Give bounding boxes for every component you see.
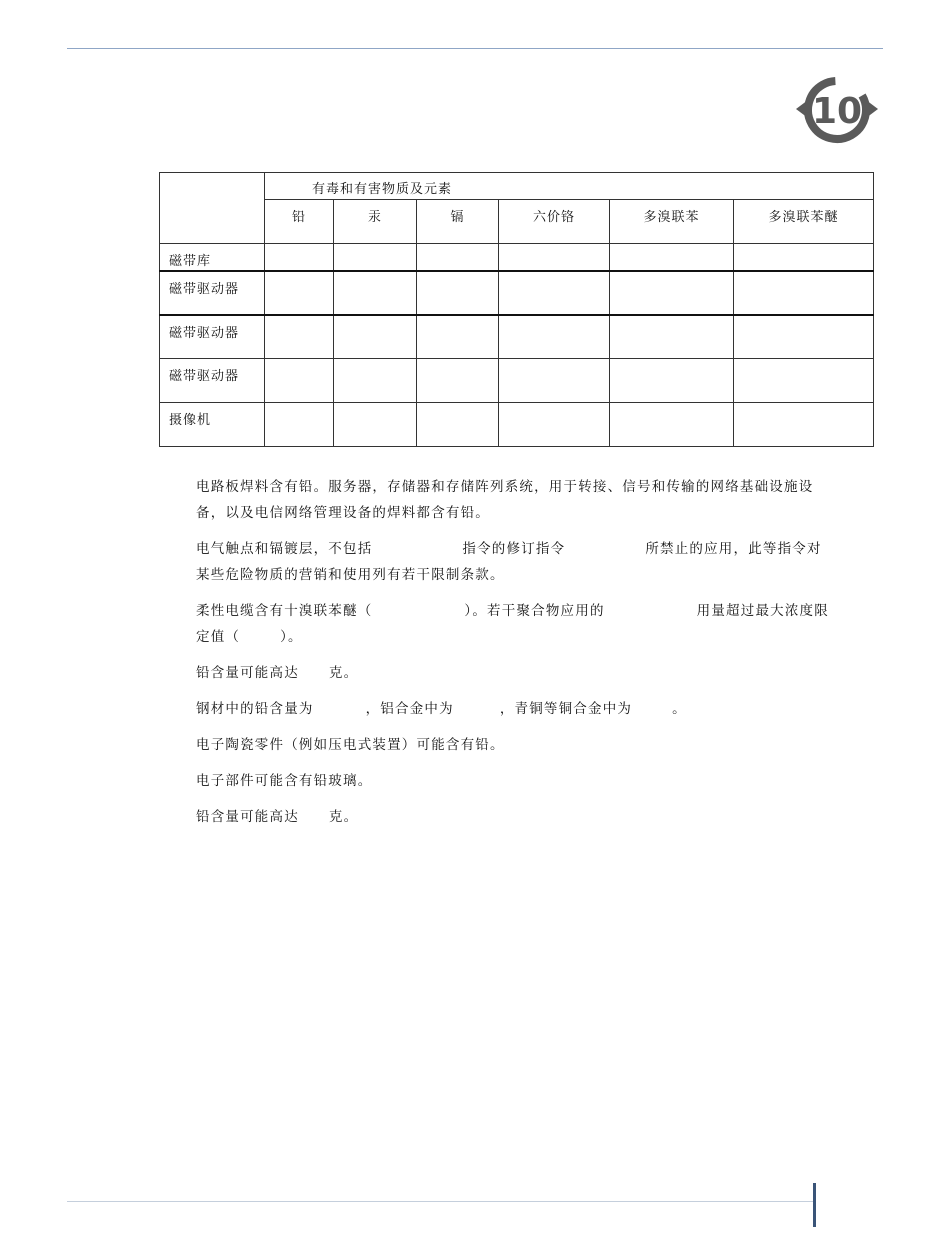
table-cell <box>417 244 499 271</box>
col-header-pbb: 多溴联苯 <box>610 200 734 244</box>
note-4-text-a: 铅含量可能高达 <box>196 665 299 681</box>
table-cell <box>334 359 417 403</box>
note-3-text-c: 用量超过最大浓度限定值（ <box>196 603 829 645</box>
table-cell <box>499 244 610 271</box>
note-5-text-b: ，铝合金中为 <box>365 701 454 717</box>
note-4 <box>196 660 836 686</box>
table-cell <box>734 271 874 315</box>
column-header-row <box>160 200 874 244</box>
note-8-text-b: 克。 <box>328 809 359 825</box>
note-8 <box>196 804 836 830</box>
note-3-text-a: 柔性电缆含有十溴联苯醚（ <box>196 603 373 619</box>
table-cell <box>265 403 334 447</box>
table-cell <box>265 359 334 403</box>
page-marker <box>813 1183 816 1227</box>
note-5-text-a: 钢材中的铅含量为 <box>196 701 314 717</box>
col-header-cadmium: 镉 <box>417 200 499 244</box>
table-row <box>160 244 874 271</box>
row-label: 磁带驱动器 <box>160 271 265 315</box>
note-8-text-a: 铅含量可能高达 <box>196 809 299 825</box>
table-cell <box>334 244 417 271</box>
table-cell <box>610 359 734 403</box>
note-5 <box>196 696 836 722</box>
table-row <box>160 315 874 359</box>
table-cell <box>265 244 334 271</box>
note-7: 电子部件可能含有铅玻璃。 <box>196 773 373 789</box>
note-4-text-b: 克。 <box>328 665 359 681</box>
table-cell <box>734 244 874 271</box>
note-5-text-c: ，青铜等铜合金中为 <box>499 701 633 717</box>
table-row <box>160 271 874 315</box>
table-cell <box>265 271 334 315</box>
table-cell <box>499 403 610 447</box>
header-rule <box>67 48 883 49</box>
row-label: 磁带驱动器 <box>160 359 265 403</box>
note-6: 电子陶瓷零件（例如压电式装置）可能含有铅。 <box>196 737 505 753</box>
table-cell <box>610 315 734 359</box>
note-3 <box>196 598 836 650</box>
table-cell <box>734 359 874 403</box>
row-label: 摄像机 <box>160 403 265 447</box>
note-2-text-b: 指令的修订指令 <box>462 541 566 557</box>
table-cell <box>734 315 874 359</box>
note-3-text-d: ）。 <box>280 629 303 645</box>
col-header-hexavalent-chromium: 六价铬 <box>499 200 610 244</box>
corner-cell <box>160 173 265 244</box>
table-cell <box>734 403 874 447</box>
logo-number: 10 <box>811 91 863 132</box>
row-label: 磁带驱动器 <box>160 315 265 359</box>
note-2-text-c: 所禁止的应用，此等指令对某些危险物质的营销和使用列有若干限制条款。 <box>196 541 822 583</box>
note-2-text-a: 电气触点和镉镀层，不包括 <box>196 541 373 557</box>
table-row <box>160 359 874 403</box>
table-row <box>160 403 874 447</box>
group-header: 有毒和有害物质及元素 <box>265 173 874 200</box>
note-5-text-d: 。 <box>672 701 687 717</box>
table-cell <box>265 315 334 359</box>
footer-rule <box>67 1201 813 1202</box>
table-cell <box>417 403 499 447</box>
table-cell <box>499 359 610 403</box>
efup-10-icon <box>794 69 880 151</box>
table-cell <box>610 271 734 315</box>
row-label: 磁带库 <box>160 244 265 271</box>
table-cell <box>499 271 610 315</box>
table-cell <box>417 359 499 403</box>
table-cell <box>417 271 499 315</box>
col-header-mercury: 汞 <box>334 200 417 244</box>
col-header-lead: 铅 <box>265 200 334 244</box>
note-1: 电路板焊料含有铅。服务器，存储器和存储阵列系统，用于转接、信号和传输的网络基础设施设备，以及电信网络管理设备的焊料都含有铅。 <box>196 479 814 521</box>
note-2 <box>196 536 836 588</box>
table-cell <box>417 315 499 359</box>
table-cell <box>334 315 417 359</box>
table-cell <box>334 271 417 315</box>
footnotes <box>196 474 836 830</box>
table-cell <box>334 403 417 447</box>
table-cell <box>610 403 734 447</box>
table-header-row <box>160 173 874 200</box>
table-cell <box>499 315 610 359</box>
hazardous-substance-table <box>159 172 874 447</box>
note-3-text-b: ）。若干聚合物应用的 <box>464 603 605 619</box>
table-cell <box>610 244 734 271</box>
col-header-pbde: 多溴联苯醚 <box>734 200 874 244</box>
